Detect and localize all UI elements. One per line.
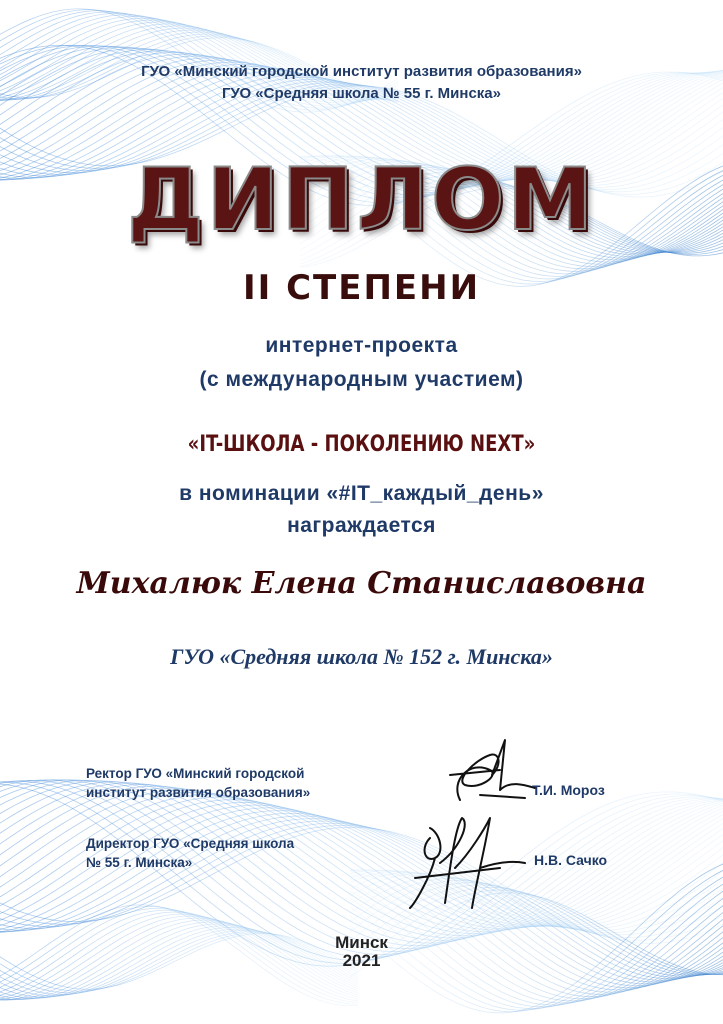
project-type-line: интернет-проекта bbox=[265, 334, 458, 357]
header-line-1: ГУО «Минский городской институт развития образования» bbox=[141, 63, 582, 80]
signatory-1-name: Т.И. Мороз bbox=[532, 782, 605, 798]
header-line-2: ГУО «Средняя школа № 55 г. Минска» bbox=[221, 85, 501, 102]
signature-1-handwritten bbox=[430, 730, 540, 810]
footer-city: Минск bbox=[335, 933, 388, 952]
signatory-2-title-line-2: № 55 г. Минска» bbox=[86, 855, 193, 870]
signatory-1-title bbox=[86, 764, 310, 802]
project-name: «IT-ШКОЛА - ПОКОЛЕНИЮ NEXT» bbox=[187, 432, 536, 457]
signatory-2-title bbox=[86, 834, 294, 872]
signatory-1-title-line-1: Ректор ГУО «Минский городской bbox=[86, 766, 305, 781]
footer-year: 2021 bbox=[342, 951, 381, 970]
signatory-2-name: Н.В. Сачко bbox=[534, 852, 608, 868]
signatory-2-title-line-1: Директор ГУО «Средняя школа bbox=[86, 836, 295, 851]
nomination-line: в номинации «#IT_каждый_день» bbox=[179, 482, 544, 505]
diploma-title: ДИПЛОМ bbox=[127, 150, 596, 250]
international-participation-line: (с международным участием) bbox=[199, 368, 524, 391]
signature-2-handwritten bbox=[400, 808, 530, 918]
awarded-line: награждается bbox=[287, 514, 436, 537]
recipient-name: Михалюк Елена Станиславовна bbox=[76, 566, 647, 601]
recipient-school: ГУО «Средняя школа № 152 г. Минска» bbox=[170, 644, 553, 669]
degree-label: II СТЕПЕНИ bbox=[242, 268, 481, 308]
signatory-1-title-line-2: институт развития образования» bbox=[86, 785, 311, 800]
